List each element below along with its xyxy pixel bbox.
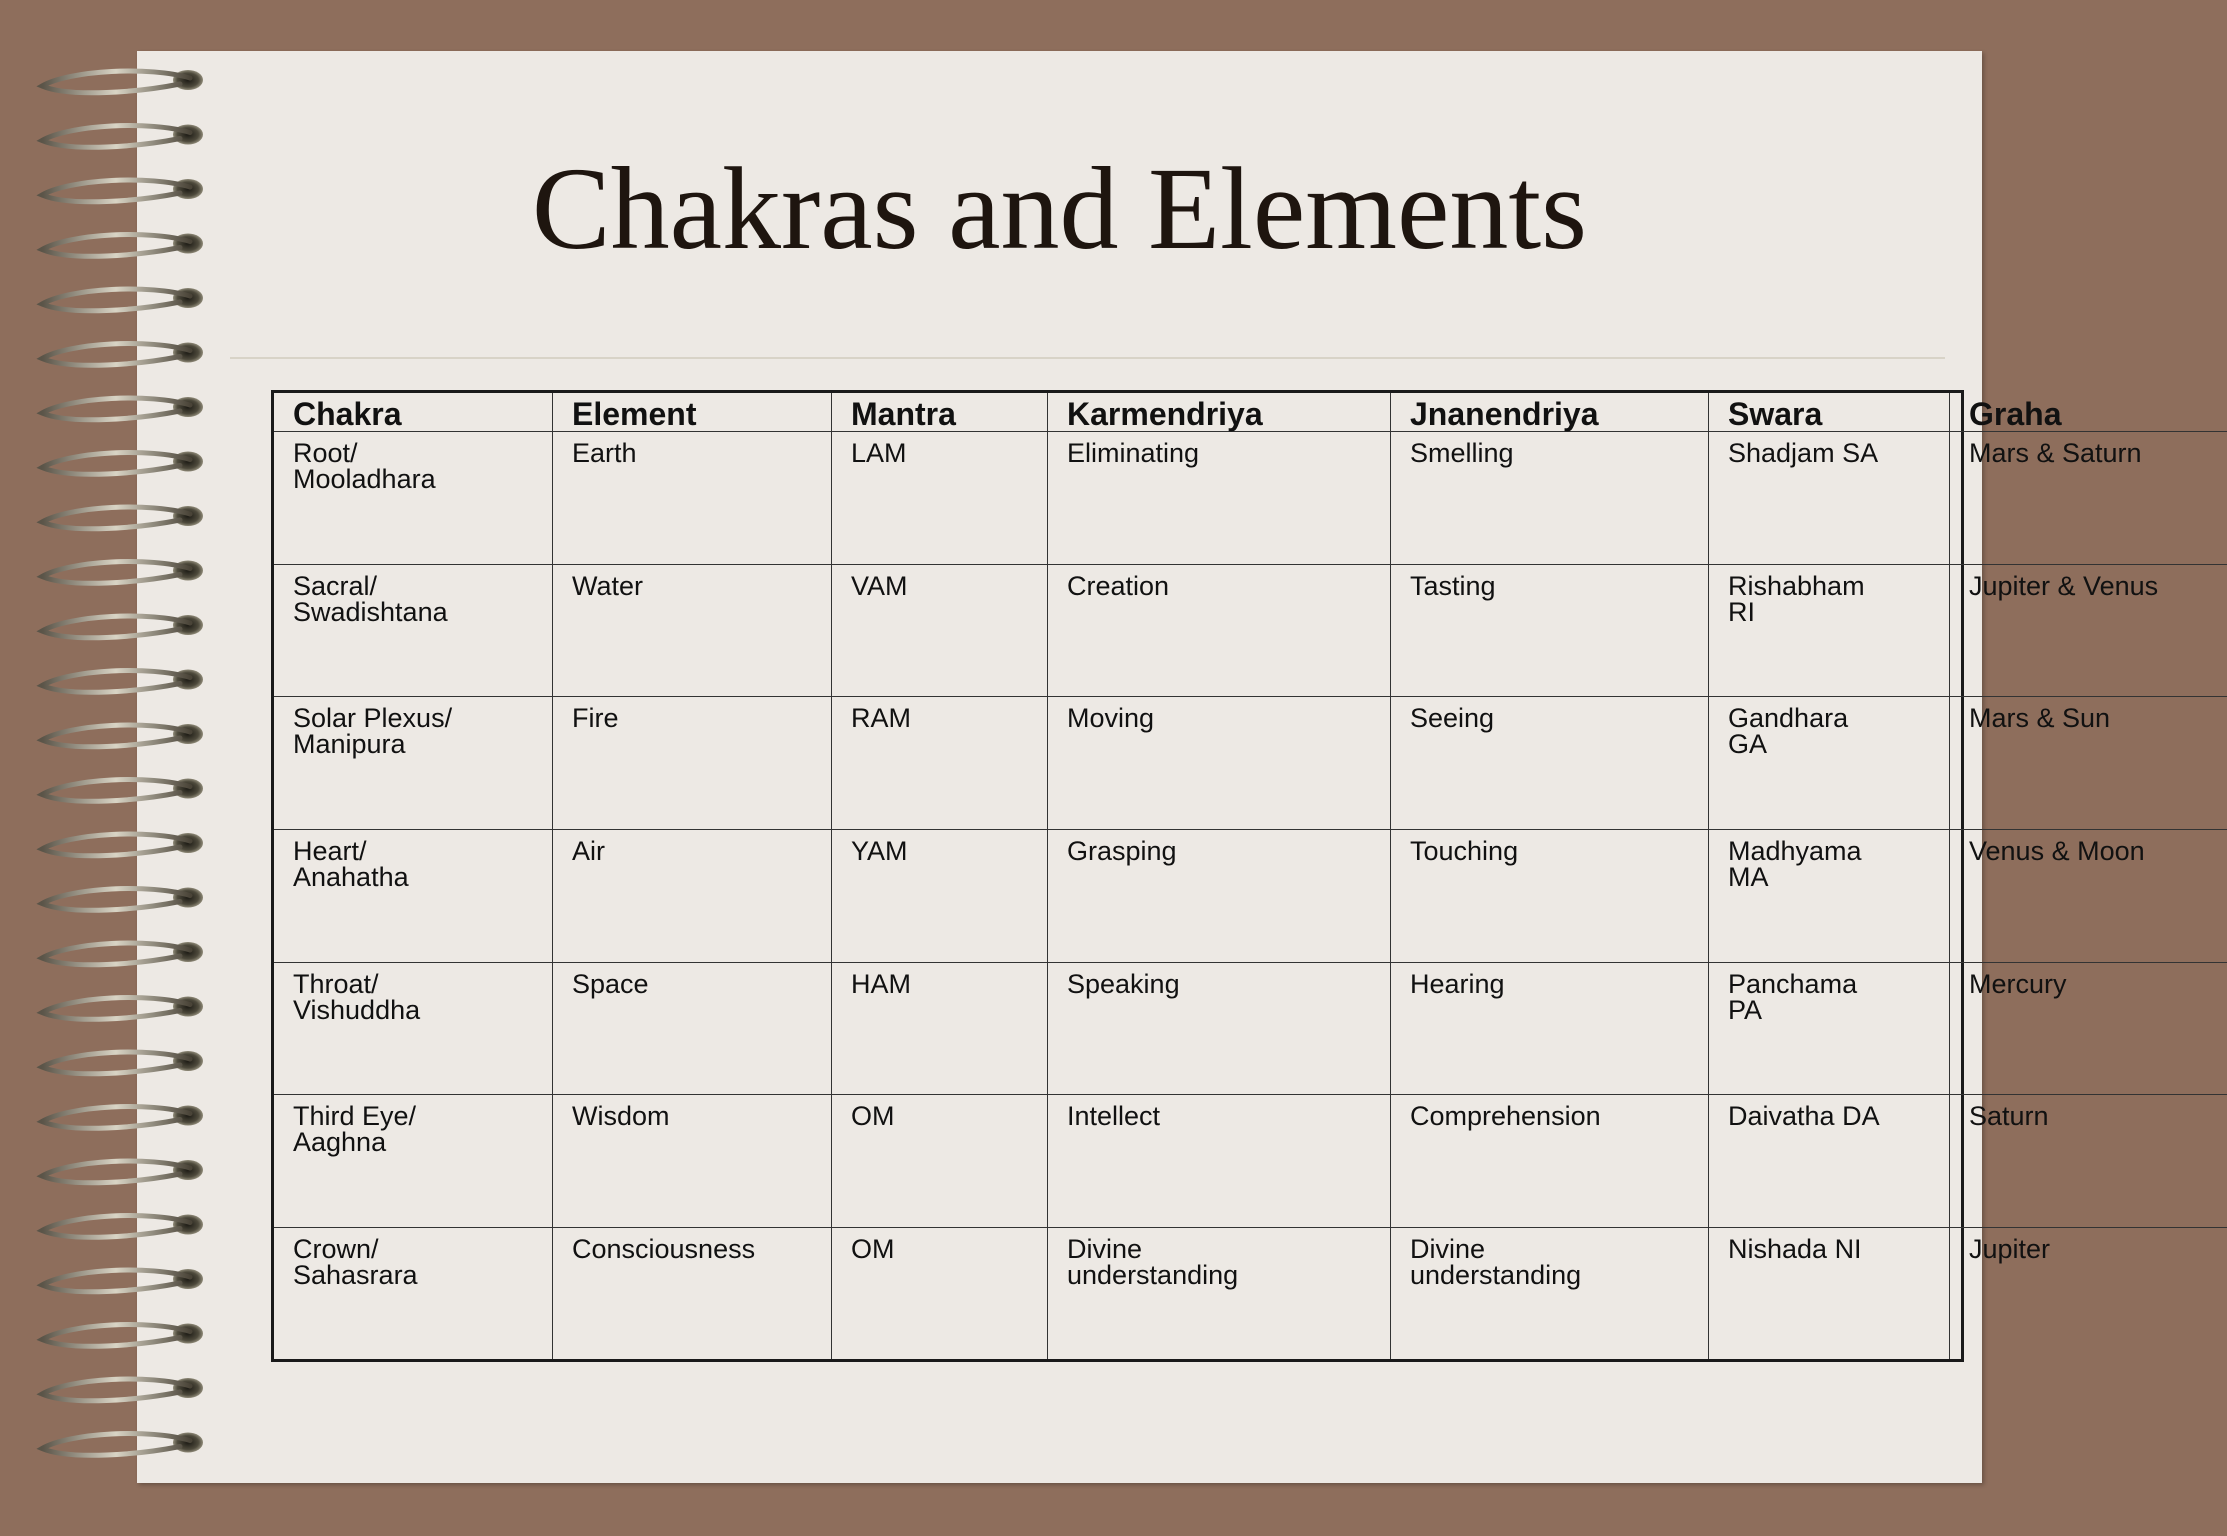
cell-text: Vishuddha (293, 994, 421, 1025)
table-cell (1950, 1227, 2227, 1359)
table-cell (274, 564, 553, 697)
table-cell (1709, 1227, 1950, 1359)
table-cell (553, 829, 832, 962)
cell-text: Mars & Sun (1969, 703, 2111, 734)
table-cell (274, 432, 553, 565)
table-cell (832, 1095, 1048, 1228)
cell-text: Fire (572, 703, 619, 734)
cell-text: Sahasrara (293, 1259, 418, 1290)
table-row (274, 432, 2227, 565)
table-cell (553, 1227, 832, 1359)
cell-text: Jupiter & Venus (1969, 570, 2159, 601)
table-cell (832, 962, 1048, 1095)
cell-text: OM (851, 1101, 895, 1132)
cell-text: GA (1728, 729, 1768, 760)
spiral-loop (42, 289, 190, 311)
cell-text: Aaghna (293, 1127, 387, 1158)
table-cell (1950, 564, 2227, 697)
table-cell (274, 829, 553, 962)
table-cell (274, 697, 553, 830)
cell-text: Anahatha (293, 861, 409, 892)
table-cell (553, 432, 832, 565)
cell-text: Swadishtana (293, 596, 448, 627)
table-cell (1709, 829, 1950, 962)
spiral-loop (42, 889, 190, 911)
table-cell (1391, 829, 1709, 962)
header-cell: Graha (1950, 393, 2227, 432)
cell-text: Rishabham (1728, 570, 1865, 601)
table-cell (274, 1095, 553, 1228)
table-cell (1709, 962, 1950, 1095)
table-cell (1709, 564, 1950, 697)
cell-text: Speaking (1067, 968, 1180, 999)
cell-text: Divine (1410, 1233, 1486, 1264)
table-cell (274, 1227, 553, 1359)
cell-text: Nishada NI (1728, 1233, 1862, 1264)
table-cell (1048, 962, 1391, 1095)
cell-text: YAM (851, 835, 908, 866)
cell-text: Solar Plexus/ (293, 703, 453, 734)
cell-text: Intellect (1067, 1101, 1161, 1132)
table-row (274, 697, 2227, 830)
cell-text: understanding (1410, 1259, 1582, 1290)
table-cell (1391, 1227, 1709, 1359)
table-row (274, 1227, 2227, 1359)
cell-text: Root/ (293, 438, 358, 468)
spiral-loop (42, 1270, 190, 1292)
spiral-loop (42, 1216, 190, 1238)
table-row (274, 829, 2227, 962)
spiral-loop (42, 453, 190, 475)
cell-text: RAM (851, 703, 911, 734)
spiral-loop (42, 998, 190, 1020)
cell-text: PA (1728, 994, 1763, 1025)
table-cell (1048, 1095, 1391, 1228)
cell-text: VAM (851, 570, 908, 601)
cell-text: Mars & Saturn (1969, 438, 2142, 468)
spiral-loop (42, 725, 190, 747)
table-cell (1391, 432, 1709, 565)
spiral-loop (42, 1325, 190, 1347)
spiral-loop (42, 1052, 190, 1074)
spiral-loop (42, 1379, 190, 1401)
cell-text: Touching (1410, 835, 1519, 866)
spiral-loop (42, 1434, 190, 1456)
cell-text: Jupiter (1969, 1233, 2051, 1264)
cell-text: understanding (1067, 1259, 1239, 1290)
cell-text: Madhyama (1728, 835, 1862, 866)
spiral-loop (42, 344, 190, 366)
cell-text: Saturn (1969, 1101, 2049, 1132)
cell-text: Crown/ (293, 1233, 379, 1264)
table-row (274, 1095, 2227, 1228)
header-cell: Karmendriya (1048, 393, 1391, 432)
spiral-loop (42, 834, 190, 856)
cell-text: HAM (851, 968, 911, 999)
cell-text: RI (1728, 596, 1755, 627)
slide-title: Chakras and Elements (531, 143, 1588, 274)
spiral-loop (42, 507, 190, 529)
title-divider (230, 357, 1945, 359)
cell-text: Mooladhara (293, 464, 436, 494)
table-cell (832, 1227, 1048, 1359)
spiral-loop (42, 780, 190, 802)
table-row (274, 564, 2227, 697)
cell-text: Shadjam SA (1728, 438, 1879, 468)
cell-text: Earth (572, 438, 637, 468)
cell-text: Panchama (1728, 968, 1858, 999)
spiral-binding-icon (30, 60, 230, 1480)
cell-text: Moving (1067, 703, 1155, 734)
table-cell (1950, 697, 2227, 830)
cell-text: Throat/ (293, 968, 379, 999)
spiral-loop (42, 71, 190, 93)
table-cell (1391, 1095, 1709, 1228)
spiral-loop (42, 671, 190, 693)
table-cell (1709, 1095, 1950, 1228)
cell-text: MA (1728, 861, 1769, 892)
table-cell (1950, 432, 2227, 565)
spiral-loop (42, 616, 190, 638)
header-cell: Element (553, 393, 832, 432)
spiral-loop (42, 1107, 190, 1129)
cell-text: Heart/ (293, 835, 367, 866)
cell-text: Mercury (1969, 968, 2067, 999)
cell-text: Wisdom (572, 1101, 670, 1132)
table-cell (1048, 1227, 1391, 1359)
table-cell (1391, 697, 1709, 830)
table-cell (1048, 697, 1391, 830)
table-cell (1048, 432, 1391, 565)
table-cell (553, 697, 832, 830)
table-cell (1950, 962, 2227, 1095)
table-cell (1391, 962, 1709, 1095)
table-cell (1391, 564, 1709, 697)
table-cell (1048, 564, 1391, 697)
cell-text: Consciousness (572, 1233, 756, 1264)
cell-text: OM (851, 1233, 895, 1264)
table-cell (832, 697, 1048, 830)
spiral-loop (42, 943, 190, 965)
cell-text: Gandhara (1728, 703, 1849, 734)
table-cell (1709, 432, 1950, 565)
spiral-loop (42, 398, 190, 420)
table-cell (1048, 829, 1391, 962)
table-cell (553, 962, 832, 1095)
table-cell (832, 829, 1048, 962)
cell-text: Space (572, 968, 649, 999)
spiral-loop (42, 1161, 190, 1183)
cell-text: Venus & Moon (1969, 835, 2145, 866)
cell-text: Smelling (1410, 438, 1514, 468)
cell-text: Air (572, 835, 605, 866)
spiral-loop (42, 126, 190, 148)
cell-text: Water (572, 570, 644, 601)
cell-text: Third Eye/ (293, 1101, 417, 1132)
cell-text: Daivatha DA (1728, 1101, 1880, 1132)
table-cell (1950, 829, 2227, 962)
table-cell (1709, 697, 1950, 830)
table-cell (832, 432, 1048, 565)
table-row (274, 962, 2227, 1095)
table-cell (553, 1095, 832, 1228)
cell-text: LAM (851, 438, 907, 468)
table-cell (1950, 1095, 2227, 1228)
cell-text: Creation (1067, 570, 1170, 601)
table-cell (832, 564, 1048, 697)
cell-text: Sacral/ (293, 570, 378, 601)
table-cell (274, 962, 553, 1095)
chakra-table (271, 390, 2159, 1362)
header-cell: Swara (1709, 393, 1950, 432)
table-header-row (274, 393, 2227, 432)
cell-text: Seeing (1410, 703, 1495, 734)
spiral-loop (42, 562, 190, 584)
cell-text: Grasping (1067, 835, 1177, 866)
header-cell: Chakra (274, 393, 553, 432)
cell-text: Eliminating (1067, 438, 1200, 468)
cell-text: Tasting (1410, 570, 1496, 601)
table-cell (553, 564, 832, 697)
cell-text: Manipura (293, 729, 406, 760)
cell-text: Divine (1067, 1233, 1143, 1264)
cell-text: Hearing (1410, 968, 1505, 999)
cell-text: Comprehension (1410, 1101, 1601, 1132)
header-cell: Mantra (832, 393, 1048, 432)
header-cell: Jnanendriya (1391, 393, 1709, 432)
